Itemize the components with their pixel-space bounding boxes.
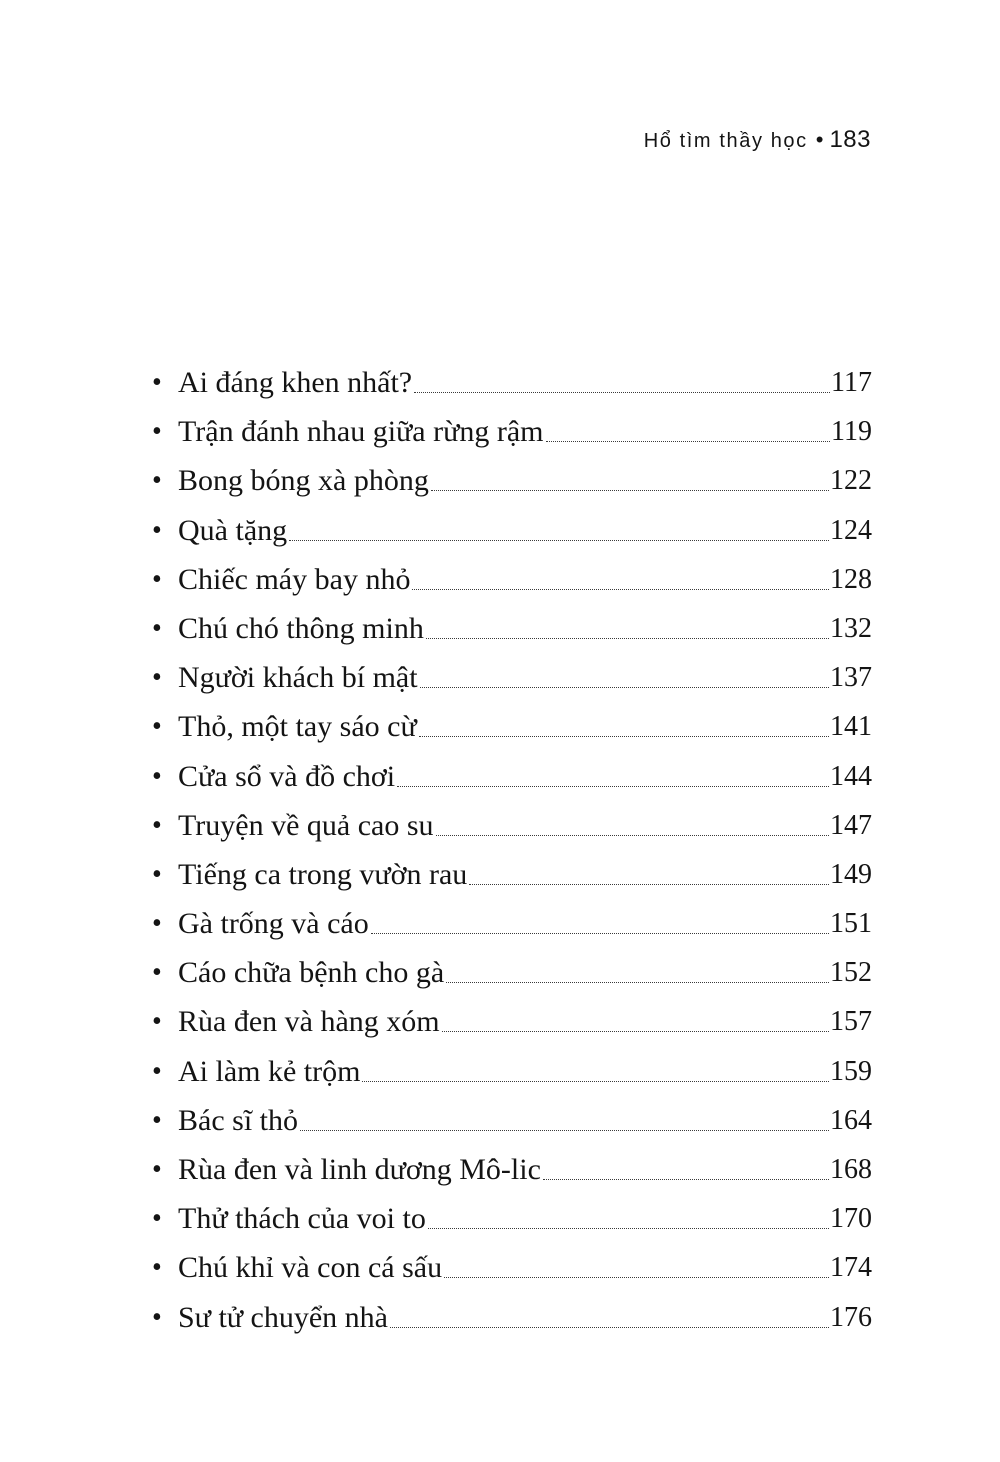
bullet-icon: • [152,858,162,890]
bullet-icon: • [152,416,162,448]
toc-entry [150,702,872,751]
entry-title: Rùa đen và hàng xóm [178,1005,440,1039]
bullet-icon: • [152,1203,162,1235]
entry-page-number: 168 [830,1154,872,1185]
entry-title: Sư tử chuyển nhà [178,1300,388,1334]
bullet-icon: • [152,711,162,743]
bullet-icon: • [152,760,162,792]
dot-leader [397,752,829,787]
entry-page-number: 170 [830,1203,872,1235]
dot-leader [436,801,829,836]
bullet-icon: • [152,612,162,644]
running-header-title: Hổ tìm thầy học [643,130,808,152]
toc-entry [150,801,872,850]
dot-leader [442,997,829,1032]
entry-page-number: 122 [830,465,872,497]
dot-leader [371,899,829,934]
entry-title: Cáo chữa bệnh cho gà [178,956,445,990]
entry-page-number: 144 [830,760,872,792]
toc-entry [150,506,872,555]
entry-page-number: 176 [830,1301,872,1333]
entry-title: Chiếc máy bay nhỏ [178,562,411,596]
entry-page-number: 151 [830,908,872,940]
bullet-icon: • [152,1104,162,1136]
entry-title: Ai đáng khen nhất? [178,366,413,399]
bullet-icon: • [152,908,162,940]
toc-entry [150,555,872,604]
bullet-separator-icon: • [815,127,824,152]
entry-page-number: 147 [830,809,872,841]
bullet-icon: • [152,465,162,497]
toc-entry [150,653,872,702]
entry-page-number: 124 [830,514,872,546]
entry-title: Cửa sổ và đồ chơi [178,759,396,793]
toc-entry [150,1194,872,1243]
toc-entry [150,1243,872,1292]
running-header [644,126,871,154]
entry-title: Bong bóng xà phòng [178,464,429,498]
dot-leader [469,850,829,885]
bullet-icon: • [152,563,162,595]
dot-leader [390,1293,829,1328]
toc-entry [150,604,872,653]
bullet-icon: • [152,809,162,841]
dot-leader [362,1047,829,1082]
dot-leader [412,555,829,590]
dot-leader [546,407,831,442]
entry-title: Ai làm kẻ trộm [178,1054,361,1088]
bullet-icon: • [152,662,162,694]
toc-entry [150,1096,872,1145]
entry-page-number: 128 [830,563,872,595]
bullet-icon: • [152,1301,162,1333]
page-number: 183 [829,126,871,153]
toc-entry [150,752,872,801]
dot-leader [428,1194,829,1229]
entry-page-number: 141 [830,711,872,743]
entry-page-number: 152 [830,957,872,989]
bullet-icon: • [152,1252,162,1284]
bullet-icon: • [152,514,162,546]
entry-page-number: 119 [831,416,872,448]
toc-entry [150,1293,872,1342]
dot-leader [444,1243,829,1278]
toc-entry [150,899,872,948]
toc-entry [150,948,872,997]
entry-title: Thử thách của voi to [178,1202,426,1236]
toc-entry [150,997,872,1046]
dot-leader [420,653,829,688]
dot-leader [446,948,829,983]
entry-title: Chú chó thông minh [178,611,424,645]
entry-page-number: 137 [830,662,872,694]
toc-entry [150,850,872,899]
bullet-icon: • [152,1154,162,1185]
entry-title: Quà tặng [178,513,288,547]
toc-entry [150,1047,872,1096]
entry-title: Truyện về quả cao su [178,808,434,842]
entry-page-number: 174 [830,1252,872,1284]
entry-page-number: 149 [830,858,872,890]
entry-page-number: 164 [830,1104,872,1136]
table-of-contents [150,358,872,1342]
toc-entry [150,1145,872,1194]
dot-leader [543,1145,829,1180]
entry-page-number: 159 [830,1055,872,1087]
toc-entry [150,358,872,407]
entry-title: Tiếng ca trong vườn rau [178,857,468,891]
dot-leader [414,358,830,393]
entry-page-number: 117 [831,367,872,398]
entry-title: Thỏ, một tay sáo cừ [178,710,417,744]
dot-leader [419,702,829,737]
bullet-icon: • [152,367,162,398]
entry-page-number: 157 [830,1006,872,1038]
bullet-icon: • [152,1055,162,1087]
dot-leader [431,456,829,491]
toc-entry [150,407,872,456]
dot-leader [426,604,829,639]
entry-title: Bác sĩ thỏ [178,1103,298,1137]
bullet-icon: • [152,1006,162,1038]
entry-title: Chú khỉ và con cá sấu [178,1251,443,1285]
entry-title: Người khách bí mật [178,661,418,695]
dot-leader [289,506,829,541]
entry-title: Rùa đen và linh dương Mô-lic [178,1153,541,1186]
entry-title: Gà trống và cáo [178,907,369,941]
entry-page-number: 132 [830,612,872,644]
toc-entry [150,456,872,505]
bullet-icon: • [152,957,162,989]
entry-title: Trận đánh nhau giữa rừng rậm [178,415,544,449]
dot-leader [300,1096,829,1131]
